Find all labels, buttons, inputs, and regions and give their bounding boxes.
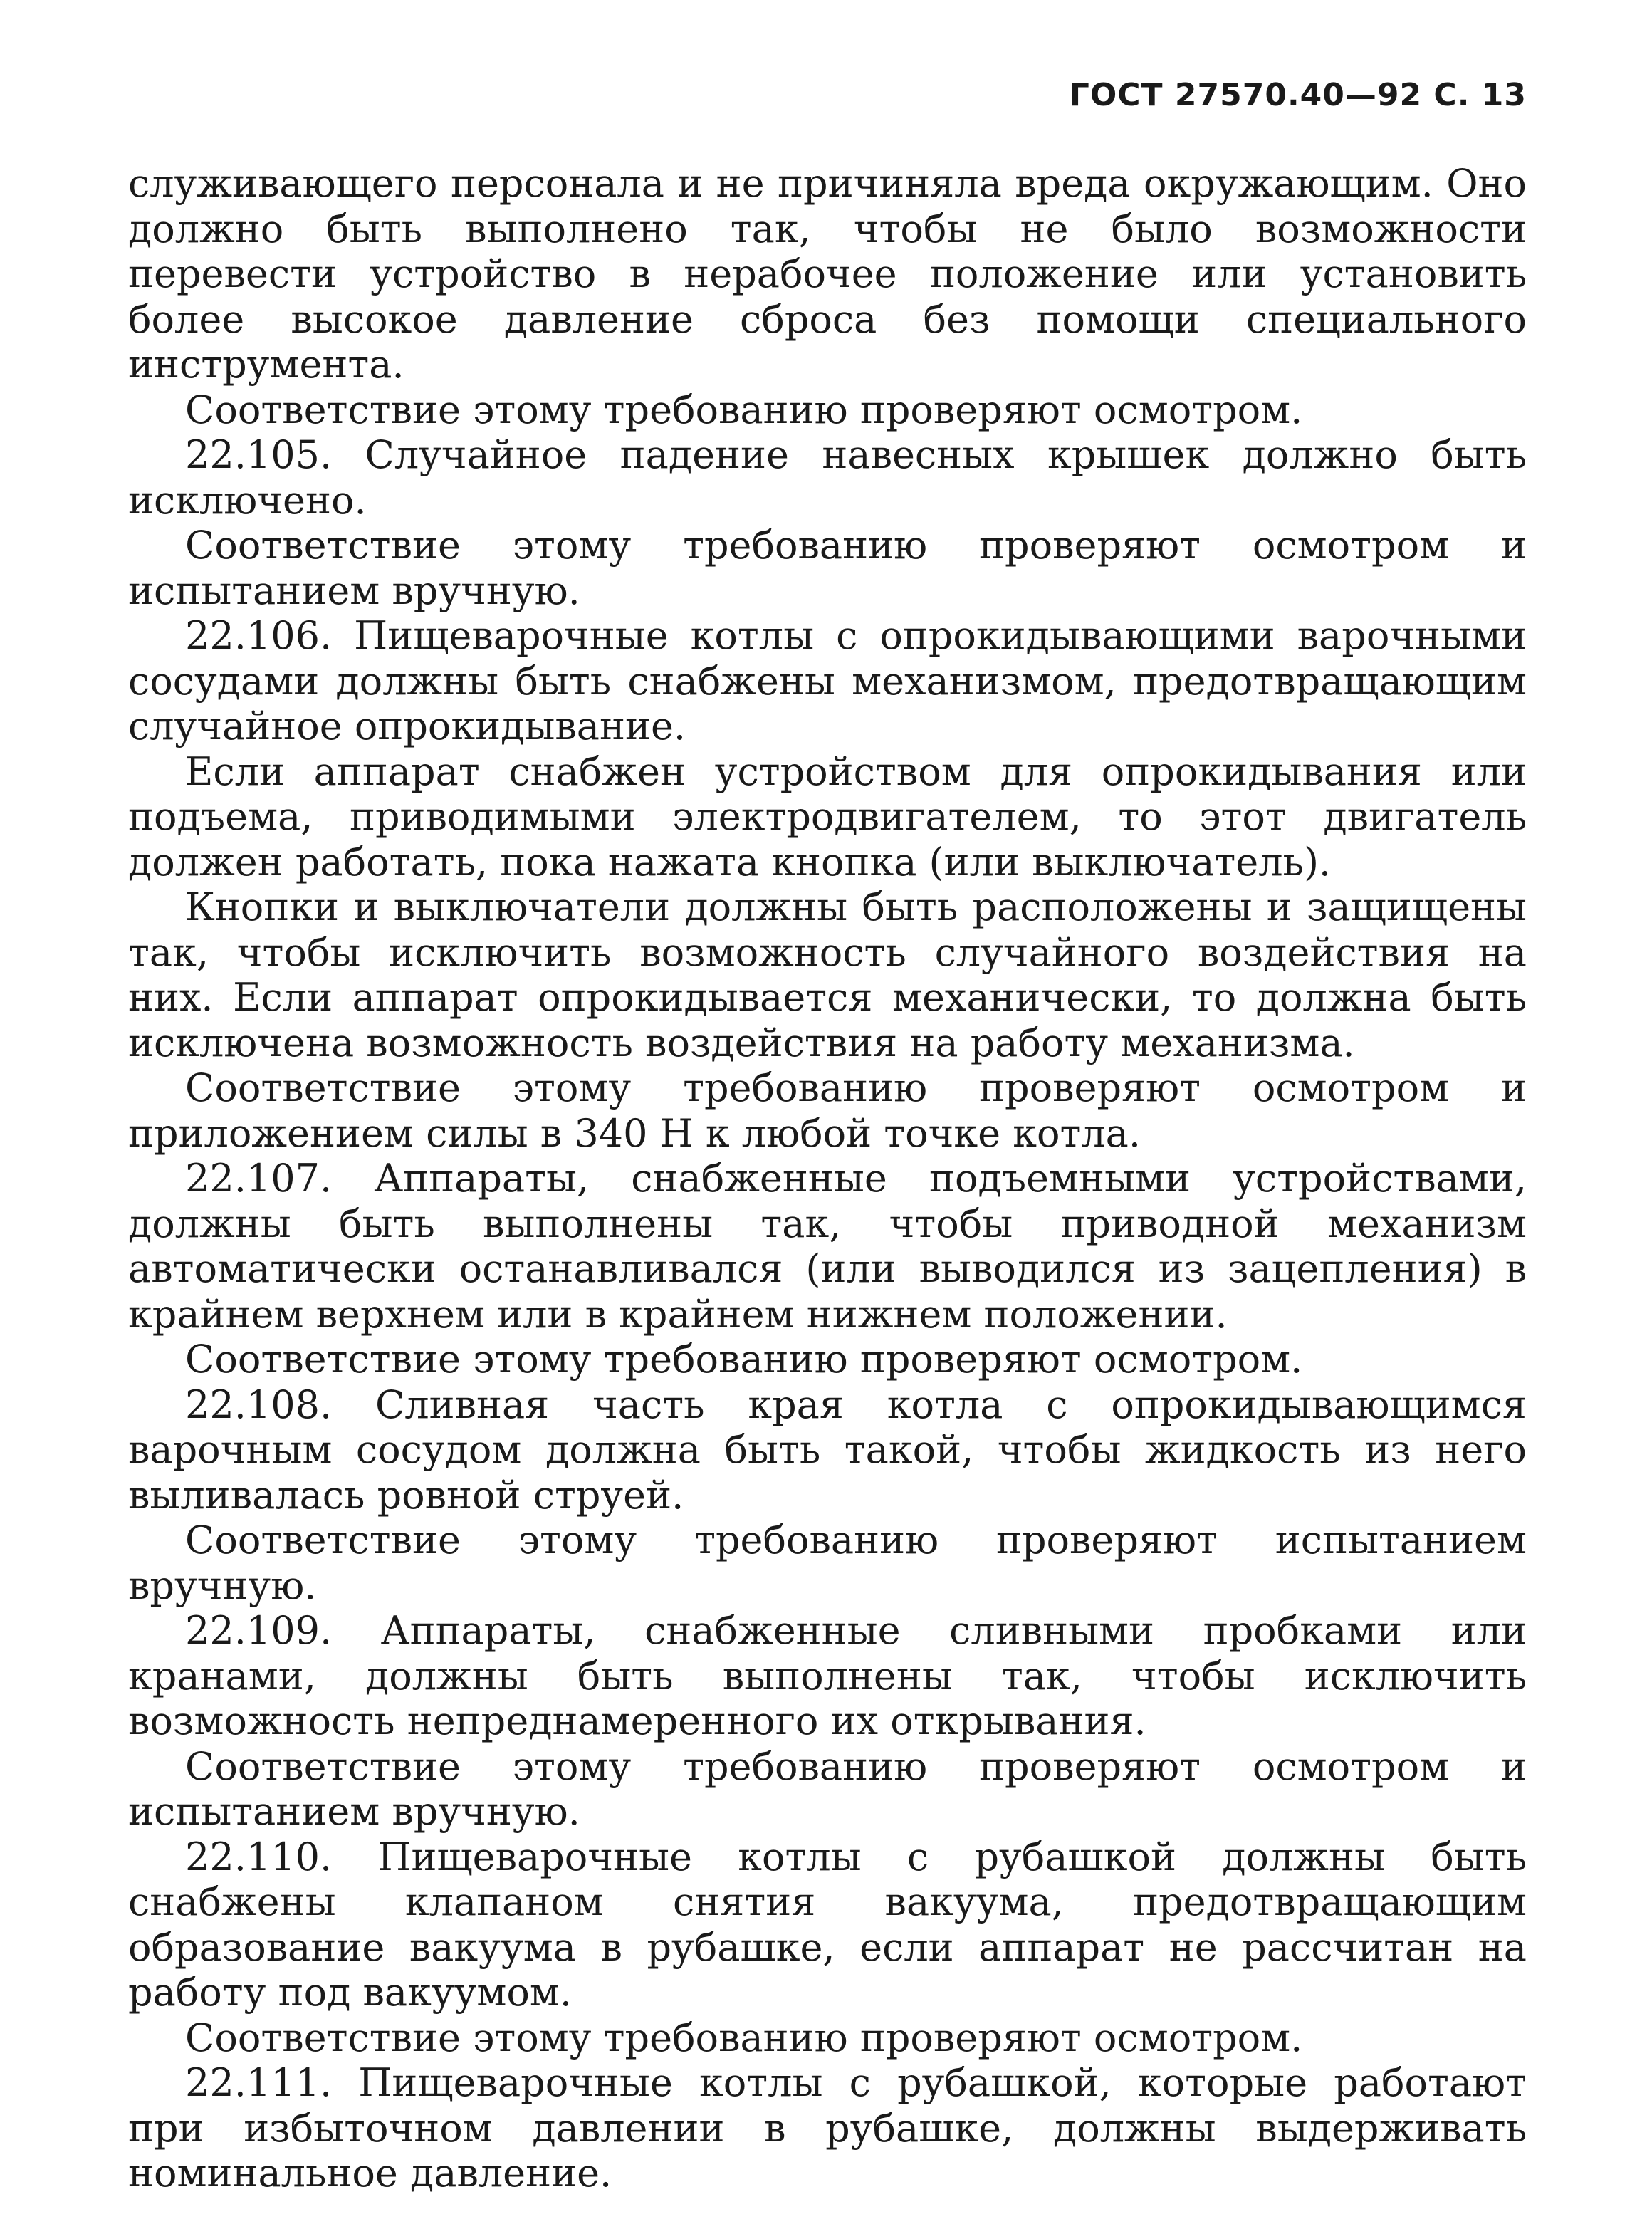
paragraph-compliance: Соответствие этому требованию проверяют испытанием вручную.: [128, 1518, 1527, 1608]
paragraph-compliance: Соответствие этому требованию проверяют осмотром.: [185, 2015, 1303, 2060]
paragraph-body: Если аппарат снабжен устройством для опрокидывания или подъема, приводимыми электродвигателем, то этот двигатель должен работать, пока нажата кнопка (или выключатель).: [128, 748, 1527, 884]
running-header: ГОСТ 27570.40—92 С. 13: [1069, 77, 1527, 113]
document-body: [128, 161, 1527, 2196]
clause-22-109: 22.109. Аппараты, снабженные сливными пробками или кранами, должны быть выполнены так, чтобы исключить возможность непреднамеренного их открывания.: [128, 1608, 1527, 1743]
paragraph-compliance: Соответствие этому требованию проверяют осмотром.: [185, 1337, 1303, 1382]
clause-22-111: 22.111. Пищеварочные котлы с рубашкой, которые работают при избыточном давлении в рубашке, должны выдерживать номинальное давление.: [128, 2060, 1527, 2196]
clause-22-107: 22.107. Аппараты, снабженные подъемными устройствами, должны быть выполнены так, чтобы приводной механизм автоматически останавливался (или выводился из зацепления) в крайнем верхнем или в крайнем нижнем положении.: [128, 1156, 1527, 1337]
paragraph-body: Кнопки и выключатели должны быть расположены и защищены так, чтобы исключить возможность случайного воздействия на них. Если аппарат опрокидывается механически, то должна быть исключена возможность воздействия на работу механизма.: [128, 884, 1527, 1065]
paragraph-compliance: Соответствие этому требованию проверяют осмотром и испытанием вручную.: [128, 523, 1527, 613]
clause-22-106: 22.106. Пищеварочные котлы с опрокидывающими варочными сосудами должны быть снабжены механизмом, предотвращающим случайное опрокидывание.: [128, 613, 1527, 748]
paragraph-compliance: Соответствие этому требованию проверяют осмотром и приложением силы в 340 Н к любой точке котла.: [128, 1065, 1527, 1156]
paragraph-compliance: Соответствие этому требованию проверяют осмотром.: [185, 387, 1303, 432]
clause-22-105: 22.105. Случайное падение навесных крышек должно быть исключено.: [128, 432, 1527, 523]
paragraph-continuation: служивающего персонала и не причиняла вреда окружающим. Оно должно быть выполнено так, чтобы не было возможности перевести устройство в нерабочее положение или установить более высокое давление сброса без помощи специального инструмента.: [128, 161, 1527, 387]
clause-22-108: 22.108. Сливная часть края котла с опрокидывающимся варочным сосудом должна быть такой, чтобы жидкость из него выливалась ровной струей.: [128, 1382, 1527, 1518]
clause-22-110: 22.110. Пищеварочные котлы с рубашкой должны быть снабжены клапаном снятия вакуума, предотвращающим образование вакуума в рубашке, если аппарат не рассчитан на работу под вакуумом.: [128, 1834, 1527, 2015]
paragraph-compliance: Соответствие этому требованию проверяют осмотром и испытанием вручную.: [128, 1743, 1527, 1834]
